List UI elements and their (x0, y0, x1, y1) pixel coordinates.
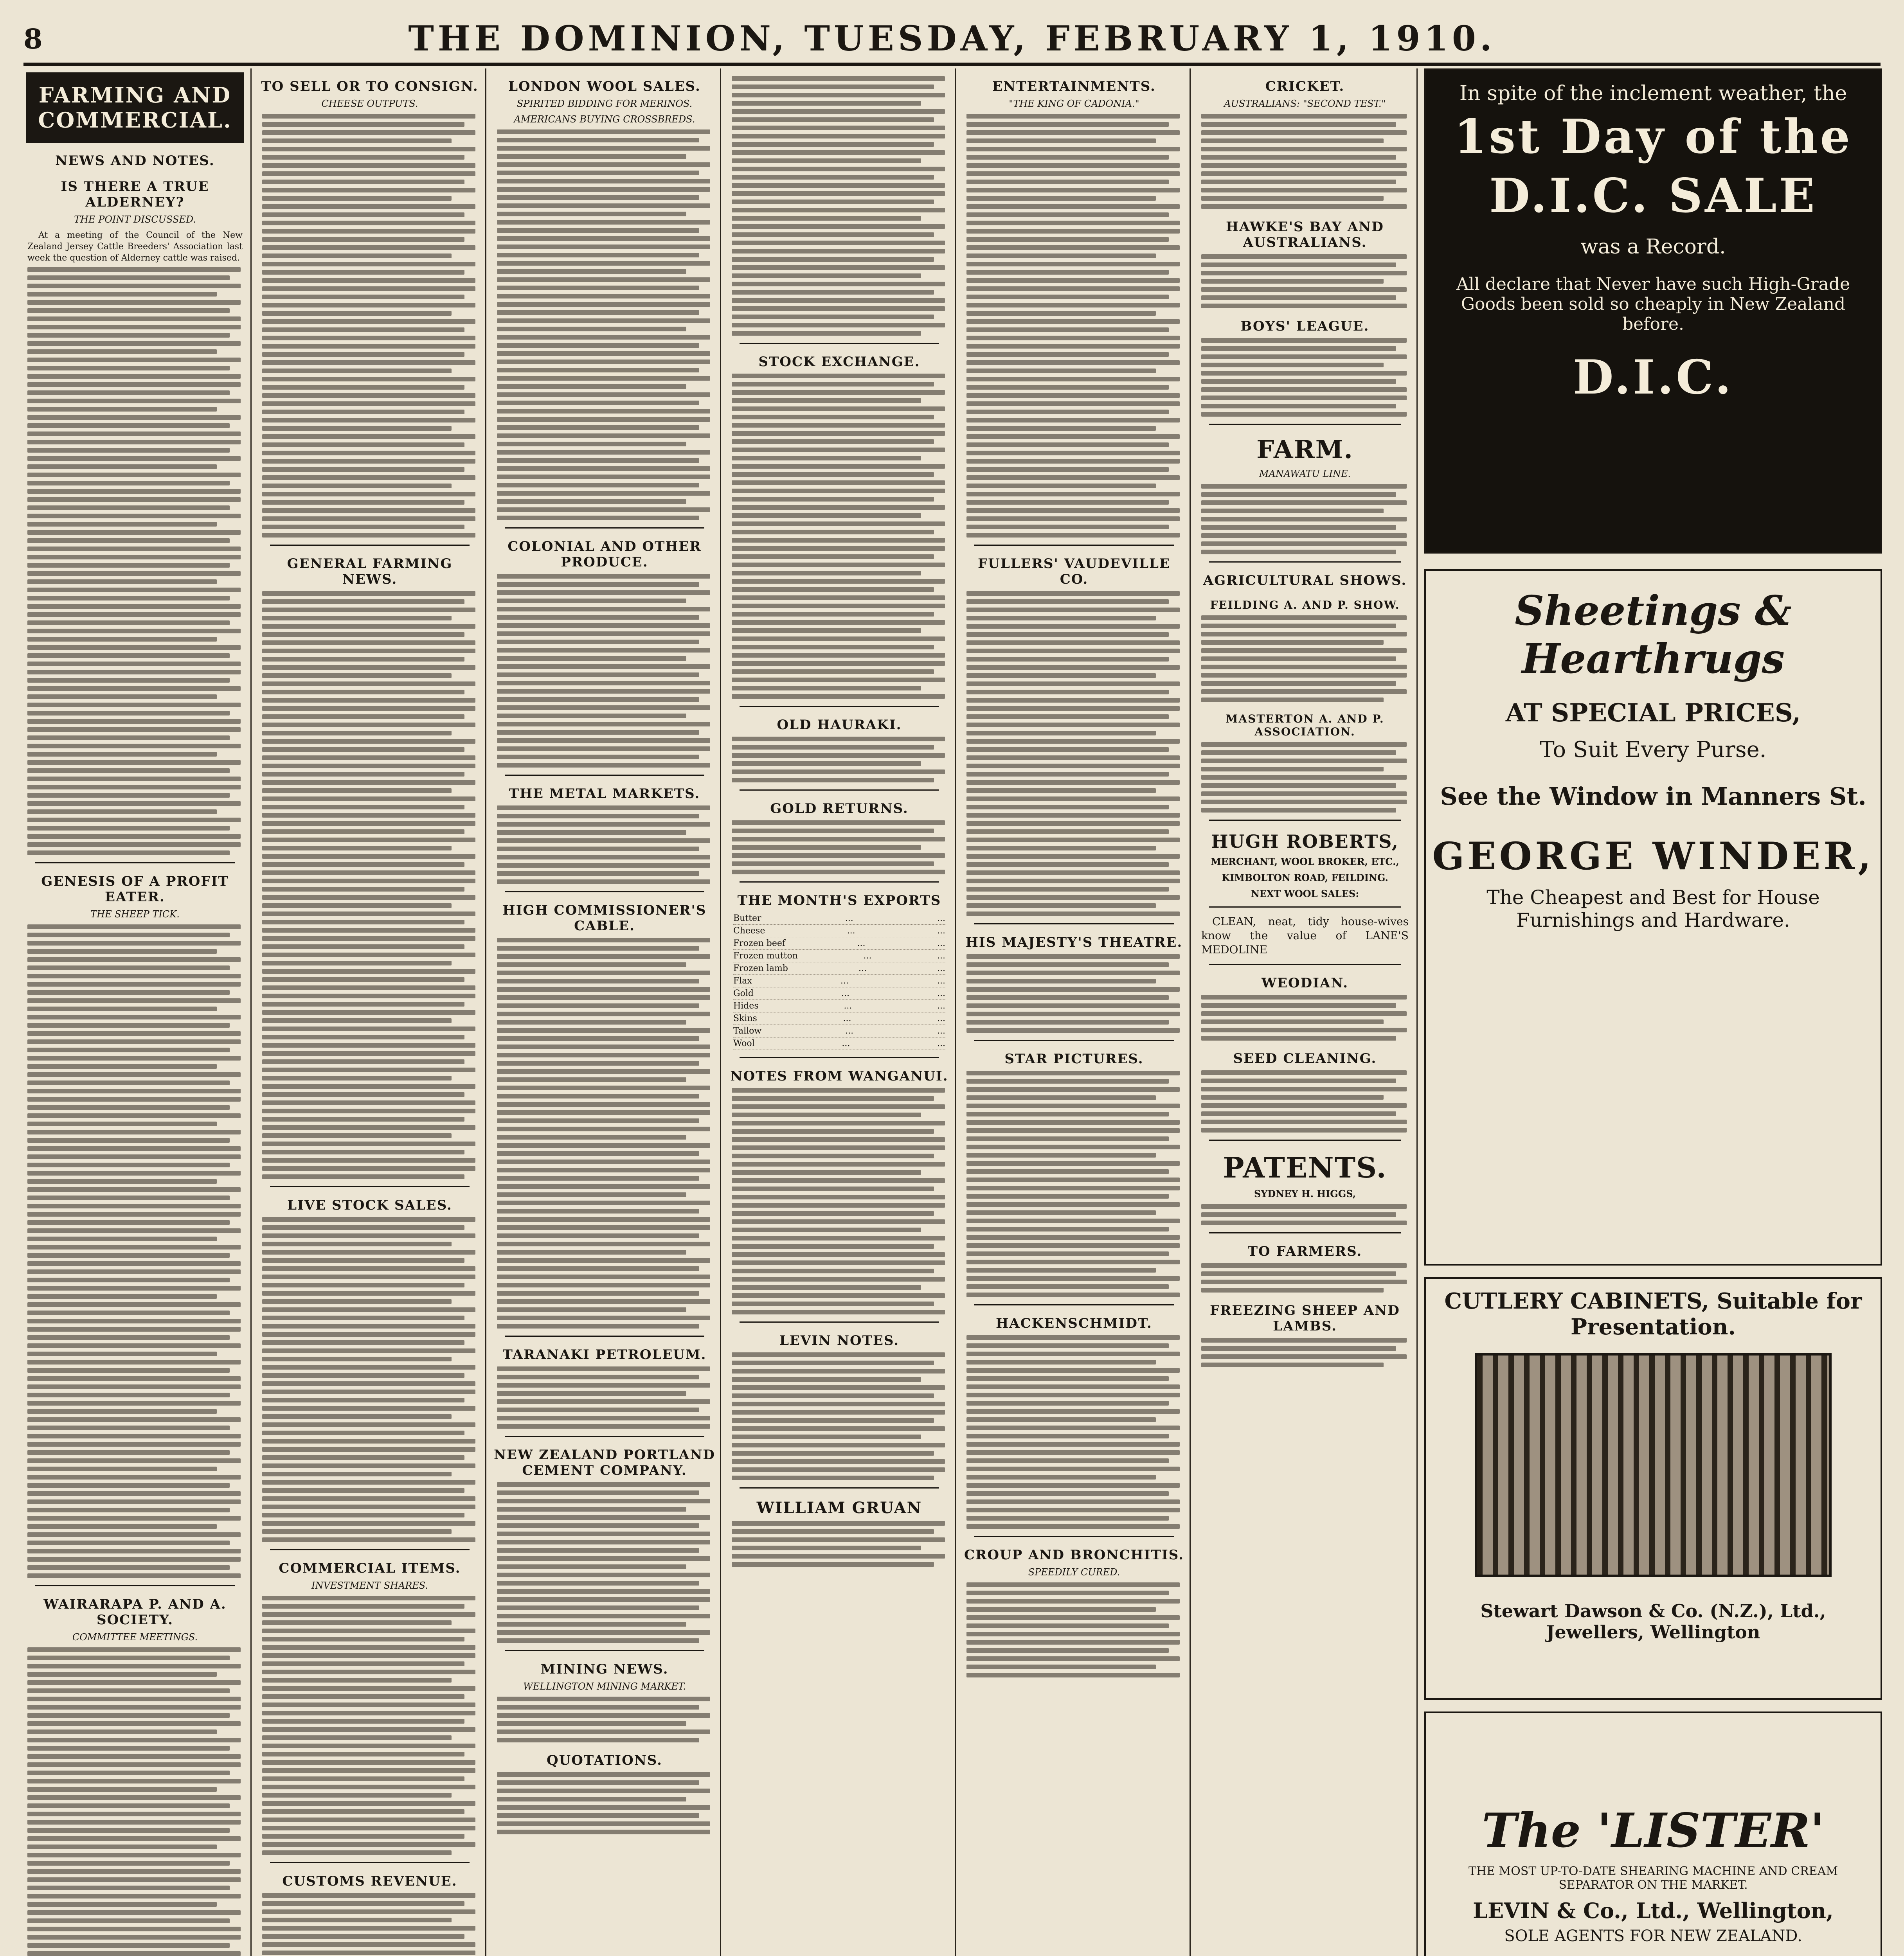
table-cell: Frozen lamb (733, 964, 788, 973)
text-body (732, 1352, 947, 1480)
text-body (1201, 1070, 1409, 1133)
table-cell: ... (937, 1026, 945, 1036)
article-heading: IS THERE A TRUE ALDERNEY? (61, 179, 209, 210)
table-row (733, 987, 945, 1000)
sheet-line-2: AT SPECIAL PRICES, (1505, 698, 1801, 728)
article-heading: WEODIAN. (1261, 975, 1349, 991)
advert-heading: PATENTS. (1223, 1151, 1387, 1184)
article-heading: LEVIN NOTES. (779, 1333, 900, 1348)
table-cell: ... (937, 989, 945, 998)
section-banner: FARMING AND COMMERCIAL. (26, 72, 244, 143)
text-body (732, 374, 947, 699)
text-body (966, 1582, 1182, 1677)
article-heading: THE MONTH'S EXPORTS (737, 893, 941, 908)
text-body (732, 1088, 947, 1314)
sheet-line-3: To Suit Every Purse. (1540, 737, 1767, 762)
text-body (497, 129, 712, 520)
table-cell: ... (842, 1039, 850, 1048)
table-cell: Gold (733, 989, 754, 998)
text-body (1201, 995, 1409, 1041)
advert-line: KIMBOLTON ROAD, FEILDING. (1222, 872, 1388, 883)
text-body (262, 114, 477, 538)
table-cell: ... (845, 1026, 854, 1036)
article-subheading: INVESTMENT SHARES. (311, 1580, 428, 1591)
text-body (262, 1893, 477, 1956)
article-heading: TO SELL OR TO CONSIGN. (261, 79, 479, 94)
article-heading: GOLD RETURNS. (770, 801, 909, 816)
table-row (733, 912, 945, 925)
show-heading: FEILDING A. AND P. SHOW. (1210, 599, 1400, 611)
column-rule (720, 68, 721, 1956)
exports-table (733, 912, 945, 1050)
table-cell: Skins (733, 1014, 757, 1023)
text-body (1201, 1338, 1409, 1367)
lister-title: The 'LISTER' (1482, 1803, 1825, 1858)
article-heading: HAWKE'S BAY AND AUSTRALIANS. (1226, 219, 1384, 250)
text-body (1201, 254, 1409, 308)
article-heading: ENTERTAINMENTS. (992, 79, 1156, 94)
text-body (262, 591, 477, 1179)
classified-heading: FARM. (1256, 435, 1353, 464)
article-heading: COMMERCIAL ITEMS. (279, 1560, 461, 1576)
column-6 (1197, 68, 1413, 1956)
text-body (966, 954, 1182, 1033)
table-cell: Frozen beef (733, 938, 786, 948)
lister-subtitle: THE MOST UP-TO-DATE SHEARING MACHINE AND CREAM SEPARATOR ON THE MARKET. (1468, 1864, 1838, 1892)
article-heading: COLONIAL AND OTHER PRODUCE. (507, 539, 702, 570)
text-body (1201, 338, 1409, 417)
text-body (966, 591, 1182, 916)
table-cell: Cheese (733, 926, 765, 936)
text-body (497, 938, 712, 1329)
lister-agent: LEVIN & Co., Ltd., Wellington, (1473, 1898, 1834, 1923)
article-heading: CUSTOMS REVENUE. (282, 1873, 457, 1889)
dic-sale-advert (1424, 68, 1882, 554)
article-heading: TARANAKI PETROLEUM. (502, 1347, 707, 1363)
table-cell: ... (844, 1001, 852, 1011)
text-body (1201, 742, 1409, 813)
text-body (262, 1596, 477, 1855)
section-heading: NEWS AND NOTES. (55, 153, 215, 169)
article-heading: WAIRARAPA P. AND A. SOCIETY. (43, 1596, 227, 1628)
article-subheading: AMERICANS BUYING CROSSBREDS. (514, 114, 695, 125)
table-row (733, 950, 945, 962)
text-body (497, 1697, 712, 1742)
column-4 (728, 68, 951, 1956)
article-heading: GENESIS OF A PROFIT EATER. (41, 874, 229, 905)
text-body (732, 1521, 947, 1567)
article-heading: FREEZING SHEEP AND LAMBS. (1210, 1303, 1400, 1334)
column-rule (1416, 68, 1418, 1956)
article-heading: TO FARMERS. (1247, 1244, 1362, 1259)
text-body (1201, 114, 1409, 209)
table-row (733, 1012, 945, 1025)
table-row (733, 1037, 945, 1050)
classified-subheading: MANAWATU LINE. (1259, 468, 1351, 479)
table-cell: ... (937, 951, 945, 961)
table-cell: Tallow (733, 1026, 762, 1036)
text-body (497, 1366, 712, 1429)
dic-line-3: D.I.C. SALE (1489, 168, 1818, 223)
table-row (733, 1025, 945, 1037)
text-body (966, 114, 1182, 538)
table-cell: ... (937, 1001, 945, 1011)
table-cell: ... (937, 926, 945, 936)
text-body (262, 1217, 477, 1542)
advert-heading: HUGH ROBERTS, (1211, 831, 1399, 852)
text-body (497, 1482, 712, 1643)
advert-heading: WILLIAM GRUAN (756, 1499, 922, 1517)
masthead (23, 16, 1881, 66)
article-heading: FULLERS' VAUDEVILLE CO. (978, 556, 1170, 587)
text-body (1201, 1204, 1409, 1225)
dic-line-5: All declare that Never have such High-Grade Goods been sold so cheaply in New Zealand before. (1456, 274, 1850, 334)
column-1 (23, 68, 247, 1956)
article-heading: HIS MAJESTY'S THEATRE. (965, 935, 1183, 950)
article-heading: THE METAL MARKETS. (509, 786, 700, 802)
article-heading: GENERAL FARMING NEWS. (287, 556, 453, 587)
advert-line: SYDNEY H. HIGGS, (1254, 1188, 1356, 1199)
text-body (966, 1071, 1182, 1297)
table-cell: ... (845, 913, 853, 923)
text-body (966, 1335, 1182, 1529)
sheetings-advert (1424, 569, 1882, 1266)
table-row (733, 937, 945, 950)
article-subheading: THE POINT DISCUSSED. (74, 214, 196, 225)
article-subheading: COMMITTEE MEETINGS. (72, 1632, 198, 1643)
article-heading: HACKENSCHMIDT. (996, 1316, 1152, 1331)
dic-line-4: was a Record. (1580, 235, 1726, 259)
text-body (732, 76, 947, 336)
article-heading: MINING NEWS. (540, 1661, 669, 1677)
table-row (733, 975, 945, 987)
table-cell: ... (937, 1014, 945, 1023)
article-heading: HIGH COMMISSIONER'S CABLE. (502, 902, 707, 934)
cutlery-advert (1424, 1277, 1882, 1700)
table-cell: ... (840, 976, 849, 986)
table-cell: ... (847, 926, 855, 936)
dic-line-6: D.I.C. (1573, 350, 1734, 405)
article-subheading: SPIRITED BIDDING FOR MERINOS. (516, 98, 693, 109)
article-heading: CROUP AND BRONCHITIS. (964, 1547, 1184, 1563)
sheet-line-4: See the Window in Manners St. (1440, 782, 1866, 811)
text-body (497, 805, 712, 884)
cutlery-cabinet-illustration (1475, 1353, 1832, 1577)
article-heading: LONDON WOOL SALES. (508, 79, 701, 94)
article-heading: NOTES FROM WANGANUI. (730, 1068, 948, 1084)
text-body (497, 574, 712, 768)
column-rule (250, 68, 252, 1956)
column-3 (493, 68, 716, 1956)
table-cell: ... (841, 989, 849, 998)
page-number: 8 (23, 23, 43, 55)
article-subheading: WELLINGTON MINING MARKET. (523, 1681, 686, 1692)
table-cell: Hides (733, 1001, 759, 1011)
table-cell: ... (937, 976, 945, 986)
text-body (1201, 484, 1409, 554)
article-heading: CRICKET. (1265, 79, 1345, 94)
column-rule (1190, 68, 1191, 1956)
advert-paragraph: CLEAN, neat, tidy house-wives know the value of LANE'S MEDOLINE (1201, 915, 1409, 956)
table-cell: ... (843, 1014, 851, 1023)
table-cell: ... (937, 1039, 945, 1048)
article-heading: SEED CLEANING. (1233, 1051, 1377, 1066)
table-cell: ... (857, 938, 866, 948)
sheet-title: Sheetings & Hearthrugs (1515, 586, 1792, 683)
text-body (732, 737, 947, 782)
table-row (733, 962, 945, 975)
advert-line: MERCHANT, WOOL BROKER, ETC., (1211, 856, 1399, 867)
table-cell: ... (858, 964, 867, 973)
table-cell: Butter (733, 913, 761, 923)
dic-line-2: 1st Day of the (1454, 109, 1853, 164)
article-subheading: AUSTRALIANS: "SECOND TEST." (1224, 98, 1386, 109)
text-body (1201, 615, 1409, 702)
dic-line-1: In spite of the inclement weather, the (1459, 82, 1847, 105)
article-subheading: SPEEDILY CURED. (1028, 1567, 1120, 1578)
text-body (27, 924, 243, 1578)
column-rule (485, 68, 486, 1956)
table-cell: Frozen mutton (733, 951, 798, 961)
article-heading: NEW ZEALAND PORTLAND CEMENT COMPANY. (494, 1447, 715, 1478)
table-cell: Wool (733, 1039, 755, 1048)
show-heading: MASTERTON A. AND P. ASSOCIATION. (1226, 712, 1384, 738)
text-body (732, 820, 947, 874)
article-heading: QUOTATIONS. (547, 1753, 662, 1768)
text-body (497, 1772, 712, 1834)
article-subheading: "THE KING OF CADONIA." (1009, 98, 1139, 109)
table-cell: Flax (733, 976, 752, 986)
table-cell: ... (863, 951, 872, 961)
sheet-line-5: GEORGE WINDER, (1432, 834, 1874, 878)
article-heading: BOYS' LEAGUE. (1240, 318, 1370, 334)
lister-advert (1424, 1712, 1882, 1956)
column-5 (963, 68, 1186, 1956)
article-heading: LIVE STOCK SALES. (287, 1197, 452, 1213)
sheet-line-6: The Cheapest and Best for House Furnishings and Hardware. (1486, 886, 1820, 931)
cutlery-title: CUTLERY CABINETS, Suitable for Presentation. (1444, 1288, 1862, 1340)
text-body (27, 267, 243, 855)
advert-column (1424, 68, 1882, 1956)
newspaper-title: THE DOMINION, TUESDAY, FEBRUARY 1, 1910. (408, 18, 1496, 59)
text-body (27, 1647, 243, 1956)
article-paragraph: At a meeting of the Council of the New Zealand Jersey Cattle Breeders' Association last week the question of Alderney cattle was raised. (27, 230, 243, 263)
article-subheading: CHEESE OUTPUTS. (321, 98, 418, 109)
advert-line: NEXT WOOL SALES: (1251, 888, 1359, 899)
table-cell: ... (937, 913, 945, 923)
article-heading: OLD HAURAKI. (777, 717, 902, 733)
table-cell: ... (937, 964, 945, 973)
column-2 (258, 68, 481, 1956)
column-rule (955, 68, 956, 1956)
article-subheading: THE SHEEP TICK. (90, 909, 180, 920)
cutlery-footer: Stewart Dawson & Co. (N.Z.), Ltd., Jewellers, Wellington (1480, 1600, 1826, 1643)
lister-agent-sub: SOLE AGENTS FOR NEW ZEALAND. (1504, 1927, 1802, 1945)
text-body (1201, 1263, 1409, 1293)
article-heading: AGRICULTURAL SHOWS. (1203, 573, 1407, 588)
article-heading: STOCK EXCHANGE. (758, 354, 920, 370)
table-row (733, 925, 945, 937)
table-row (733, 1000, 945, 1012)
table-cell: ... (937, 938, 945, 948)
article-heading: STAR PICTURES. (1004, 1051, 1144, 1067)
